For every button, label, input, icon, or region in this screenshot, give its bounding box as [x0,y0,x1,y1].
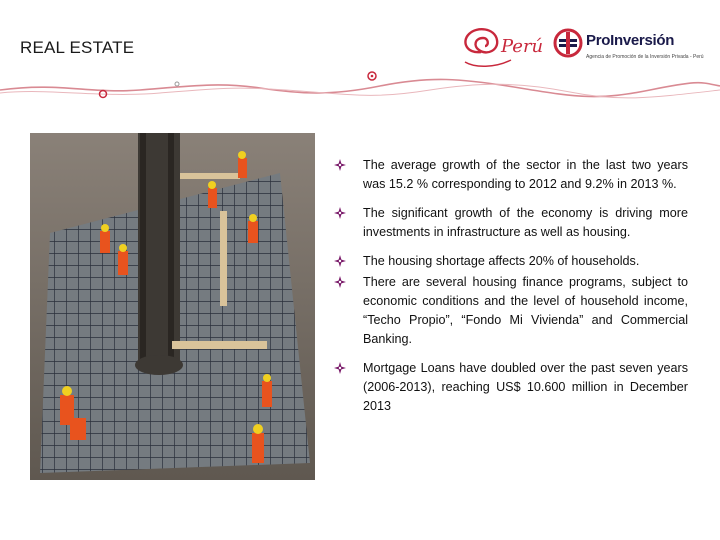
proinversion-emblem-icon [553,28,583,58]
bullet-text: The housing shortage affects 20% of households. [363,254,640,268]
diamond-bullet-icon [334,362,346,374]
construction-photo [30,133,315,480]
diamond-bullet-icon [334,255,346,267]
peru-logo-text: Perú [501,36,544,57]
diamond-bullet-icon [334,276,346,288]
bullet-text: The average growth of the sector in the last two years was 15.2 % corresponding to 2012 and 9.2% in 2013 %. [363,158,688,191]
bullet-text: The significant growth of the economy is driving more investments in infrastructure as well as housing. [363,206,688,239]
proinversion-name: ProInversión [586,32,675,49]
bullet-text: Mortgage Loans have doubled over the past seven years (2006-2013), reaching US$ 10.600 million in December 2013 [363,361,688,413]
list-item [330,273,688,349]
list-item [330,156,688,194]
page-title: REAL ESTATE [20,38,135,57]
diamond-bullet-icon [334,207,346,219]
bullet-list [330,156,688,416]
proinversion-logo [553,28,718,72]
list-item [330,359,688,416]
bullet-text: There are several housing finance programs, subject to economic conditions and the level of household income, “Techo Propio”, “Fondo Mi Vivienda” and Commercial Banking. [363,275,688,346]
peru-logo [455,22,545,72]
list-item [330,204,688,242]
list-item [330,252,688,271]
proinversion-tagline: Agencia de Promoción de la Inversión Privada - Perú [586,54,704,60]
diamond-bullet-icon [334,159,346,171]
